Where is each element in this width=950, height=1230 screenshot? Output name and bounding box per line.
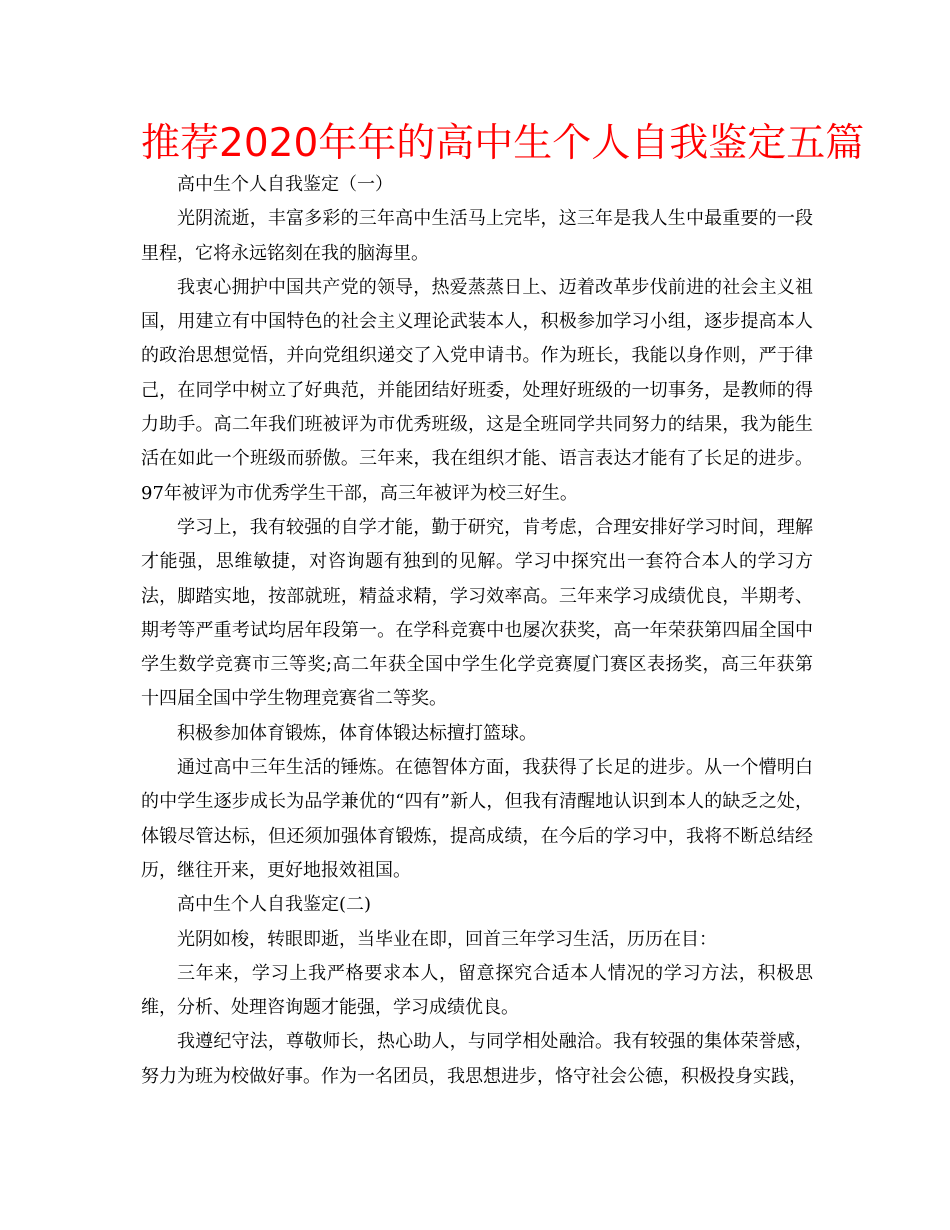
paragraph: 我衷心拥护中国共产党的领导，热爱蒸蒸日上、迈着改革步伐前进的社会主义祖国，用建立有中国特色的社会主义理论武装本人，积极参加学习小组，逐步提高本人的政治思想觉悟，并向党组织递交了入党申请书。作为班长，我能以身作则，严于律己，在同学中树立了好典范，并能团结好班委，处理好班级的一切事务，是教师的得力助手。高二年我们班被评为市优秀班级，这是全班同学共同努力的结果，我为能生活在如此一个班级而骄傲。三年来，我在组织才能、语言表达才能有了长足的进步。97年被评为市优秀学生干部，高三年被评为校三好生。 [141, 276, 813, 504]
document-body [141, 168, 813, 1094]
section-heading-1: 高中生个人自我鉴定（一） [177, 174, 393, 195]
paragraph: 学习上，我有较强的自学才能，勤于研究，肯考虑，合理安排好学习时间，理解才能强，思维敏捷，对咨询题有独到的见解。学习中探究出一套符合本人的学习方法，脚踏实地，按部就班，精益求精，学习效率高。三年来学习成绩优良，半期考、期考等严重考试均居年段第一。在学科竞赛中也屡次获奖，高一年荣获第四届全国中学生数学竞赛市三等奖;高二年获全国中学生化学竞赛厦门赛区表扬奖，高三年获第十四届全国中学生物理竞赛省二等奖。 [141, 516, 813, 710]
paragraph: 我遵纪守法，尊敬师长，热心助人，与同学相处融洽。我有较强的集体荣誉感，努力为班为校做好事。作为一名团员，我思想进步，恪守社会公德，积极投身实践， [141, 1031, 813, 1087]
document-title: 推荐2020年年的高中生个人自我鉴定五篇 [141, 121, 865, 166]
paragraph: 通过高中三年生活的锤炼。在德智体方面，我获得了长足的进步。从一个懵明白的中学生逐步成长为品学兼优的“四有”新人，但我有清醒地认识到本人的缺乏之处，体锻尽管达标，但还须加强体育锻炼，提高成绩，在今后的学习中，我将不断总结经历，继往开来，更好地报效祖国。 [141, 757, 813, 881]
paragraph: 光阴如梭，转眼即逝，当毕业在即，回首三年学习生活，历历在目： [177, 928, 717, 950]
paragraph: 积极参加体育锻炼，体育体锻达标擅打篮球。 [177, 722, 537, 744]
paragraph: 三年来，学习上我严格要求本人，留意探究合适本人情况的学习方法，积极思维，分析、处理咨询题才能强，学习成绩优良。 [141, 962, 813, 1019]
paragraph: 光阴流逝，丰富多彩的三年高中生活马上完毕，这三年是我人生中最重要的一段里程，它将永远铭刻在我的脑海里。 [141, 208, 813, 264]
section-heading-2: 高中生个人自我鉴定(二) [177, 894, 372, 916]
